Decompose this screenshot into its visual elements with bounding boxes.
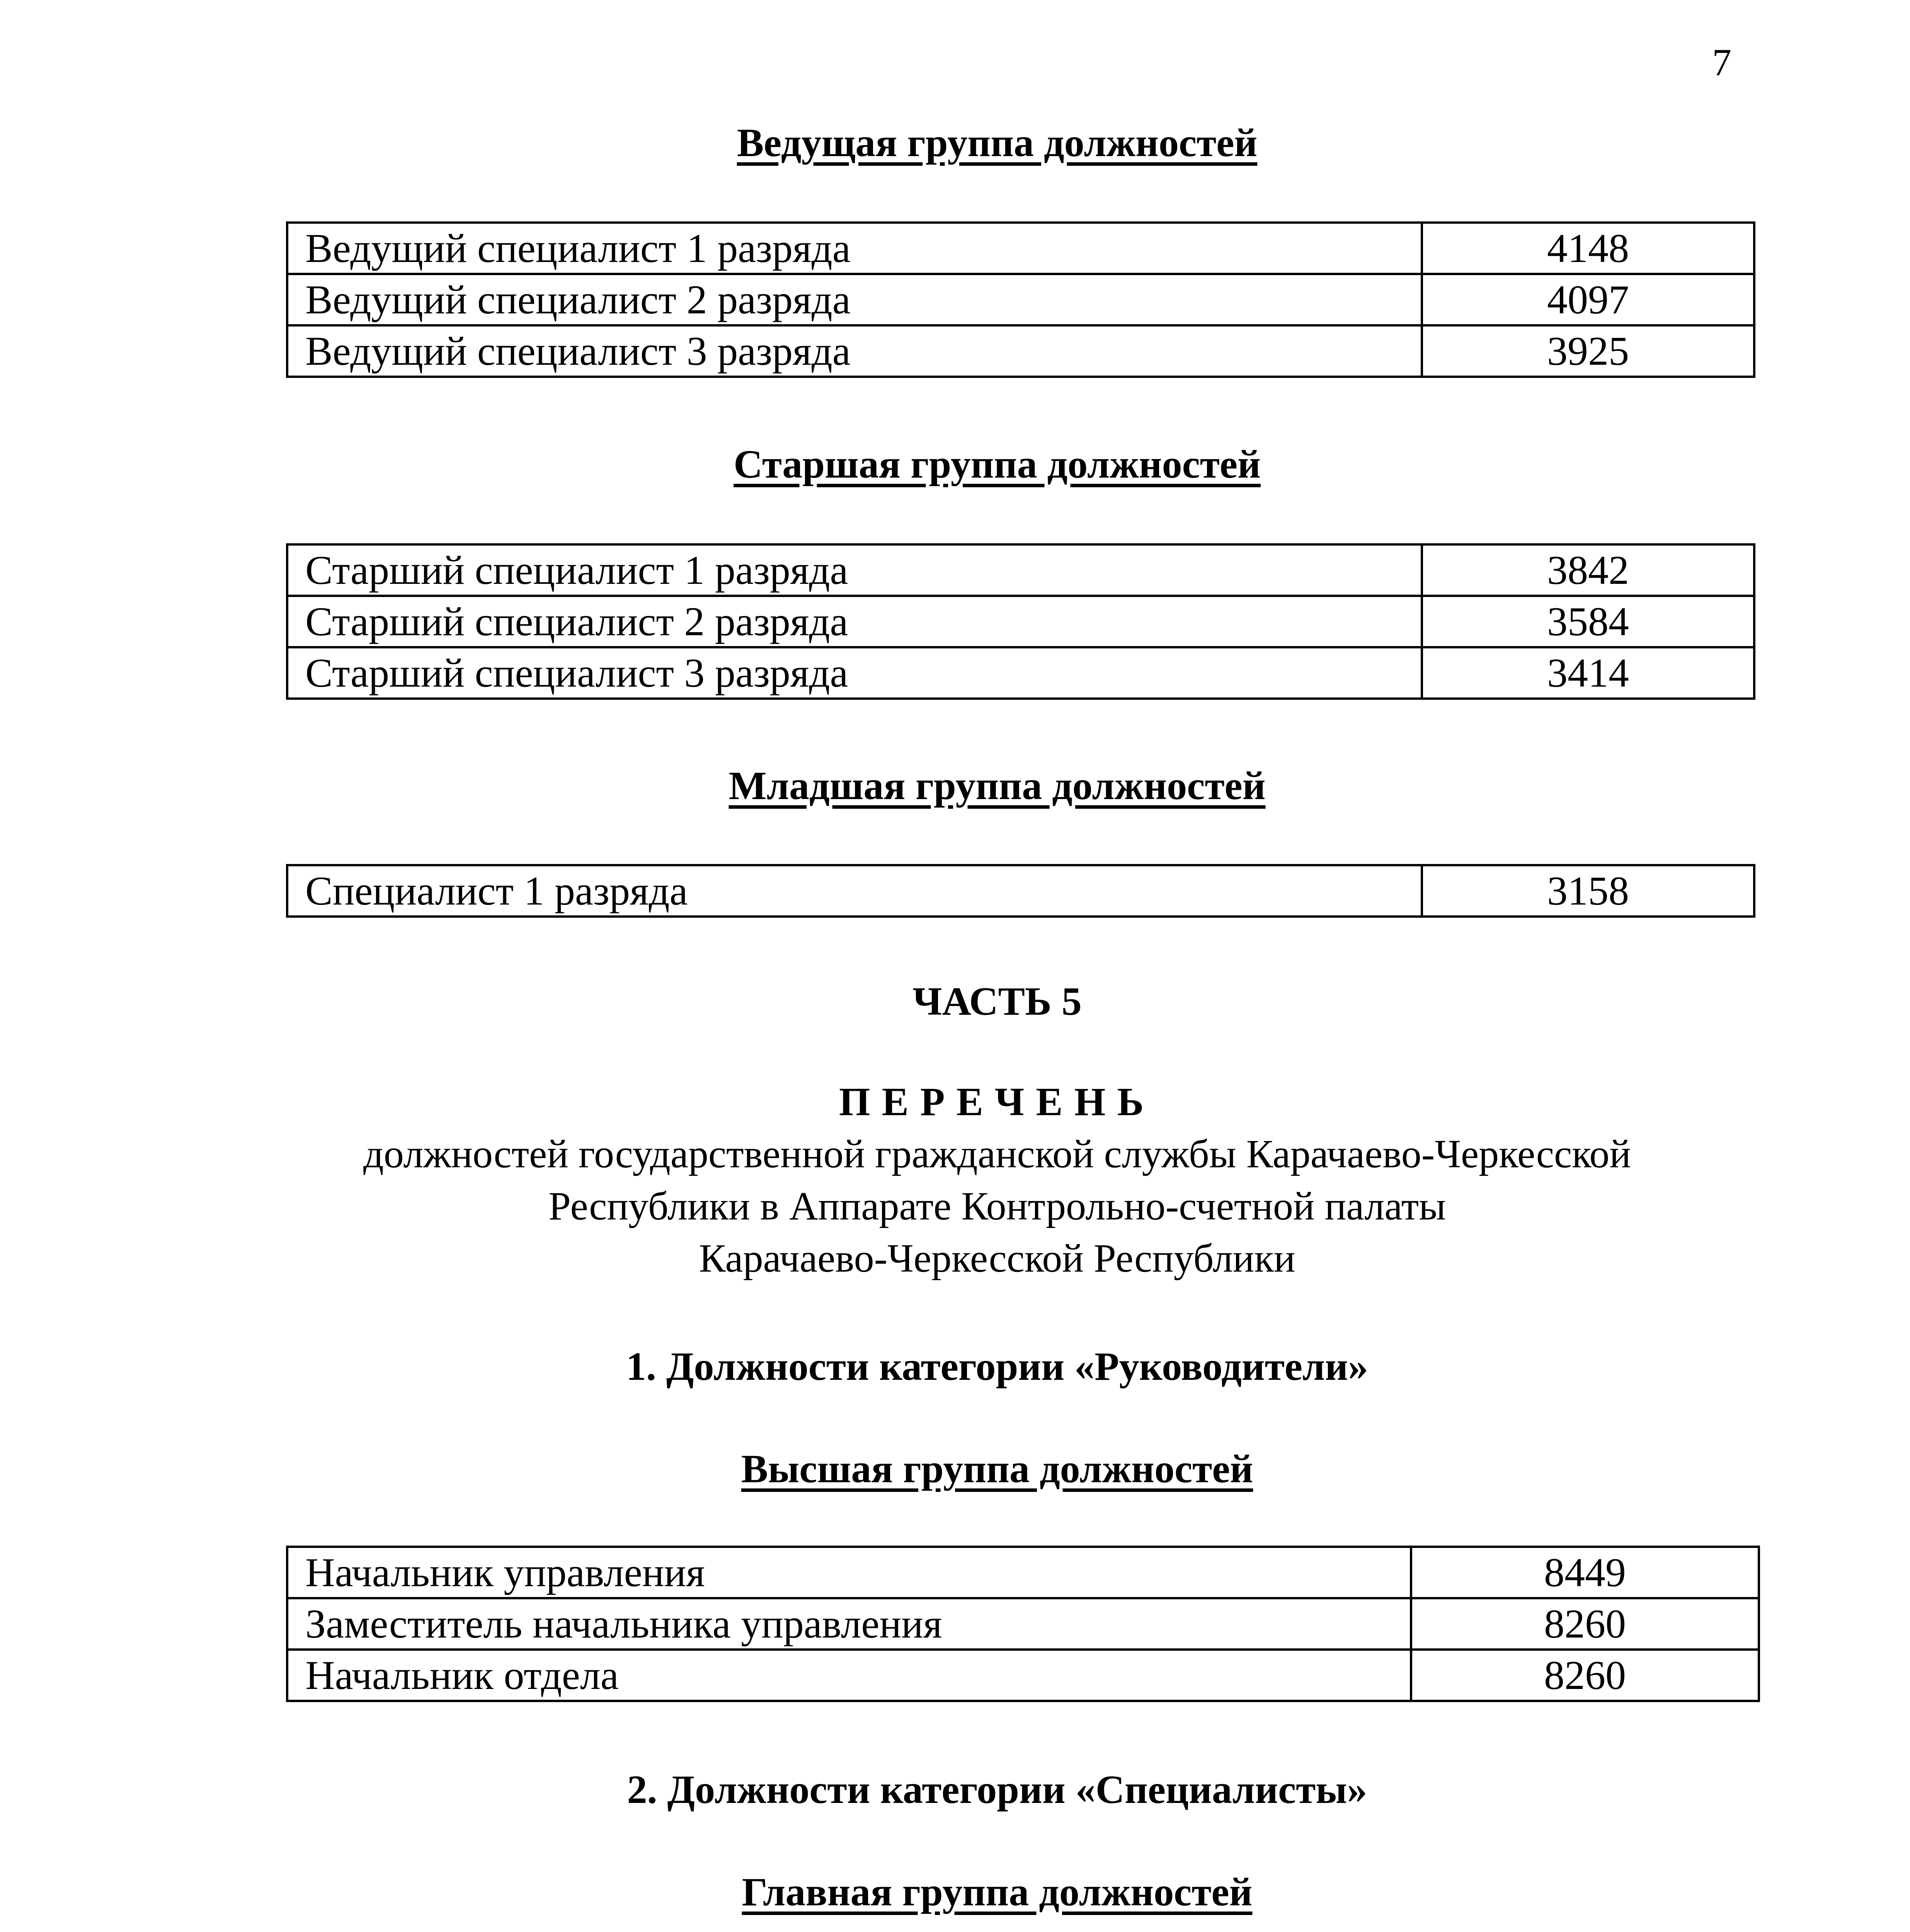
heading-text: Высшая группа должностей (741, 1447, 1253, 1491)
highest-group-heading (0, 1449, 1910, 1489)
salary-value-cell: 3414 (1422, 647, 1754, 699)
salary-value-cell: 8260 (1411, 1650, 1759, 1701)
subtitle-line-1: должностей государственной гражданской службы Карачаево-Черкесской (363, 1132, 1631, 1176)
position-name-cell: Специалист 1 разряда (287, 865, 1422, 917)
position-name-cell: Начальник управления (287, 1547, 1411, 1598)
salary-value-cell: 8449 (1411, 1547, 1759, 1598)
table-row (287, 544, 1754, 596)
category-2-heading: 2. Должности категории «Специалисты» (627, 1767, 1367, 1812)
leading-group-table-top (286, 221, 1755, 378)
heading-text: Главная группа должностей (742, 1870, 1253, 1914)
salary-value-cell: 3842 (1422, 544, 1754, 596)
table-row (287, 274, 1754, 325)
table-row (287, 596, 1754, 647)
table-row (287, 223, 1754, 274)
junior-group-table (286, 864, 1755, 918)
table-row (287, 647, 1754, 699)
salary-value-cell: 8260 (1411, 1598, 1759, 1650)
highest-group-table (286, 1546, 1760, 1702)
position-name-cell: Начальник отдела (287, 1650, 1411, 1701)
page-number: 7 (1712, 41, 1731, 84)
leading-group-heading-top (0, 123, 1910, 163)
position-name-cell: Ведущий специалист 1 разряда (287, 223, 1422, 274)
table-row (287, 865, 1754, 917)
table-row (287, 1598, 1759, 1650)
table-row (287, 1650, 1759, 1701)
position-name-cell: Заместитель начальника управления (287, 1598, 1411, 1650)
heading-text: Ведущая группа должностей (737, 121, 1258, 165)
part-title: ЧАСТЬ 5 (912, 979, 1082, 1024)
heading-text: Младшая группа должностей (729, 764, 1266, 808)
category-1-heading: 1. Должности категории «Руководители» (626, 1344, 1369, 1389)
salary-value-cell: 3925 (1422, 325, 1754, 377)
heading-text: Старшая группа должностей (734, 442, 1261, 486)
position-name-cell: Старший специалист 3 разряда (287, 647, 1422, 699)
senior-group-heading (0, 444, 1910, 485)
list-title: ПЕРЕЧЕНЬ (839, 1080, 1156, 1124)
salary-value-cell: 3158 (1422, 865, 1754, 917)
position-name-cell: Ведущий специалист 2 разряда (287, 274, 1422, 325)
salary-value-cell: 3584 (1422, 596, 1754, 647)
position-name-cell: Ведущий специалист 3 разряда (287, 325, 1422, 377)
position-name-cell: Старший специалист 2 разряда (287, 596, 1422, 647)
main-group-heading (0, 1872, 1910, 1912)
subtitle-line-2: Республики в Аппарате Контрольно-счетной палаты (548, 1184, 1446, 1228)
subtitle-line-3: Карачаево-Черкесской Республики (699, 1236, 1295, 1281)
salary-value-cell: 4148 (1422, 223, 1754, 274)
junior-group-heading (0, 766, 1910, 806)
table-row (287, 1547, 1759, 1598)
table-row (287, 325, 1754, 377)
position-name-cell: Старший специалист 1 разряда (287, 544, 1422, 596)
salary-value-cell: 4097 (1422, 274, 1754, 325)
senior-group-table (286, 543, 1755, 700)
